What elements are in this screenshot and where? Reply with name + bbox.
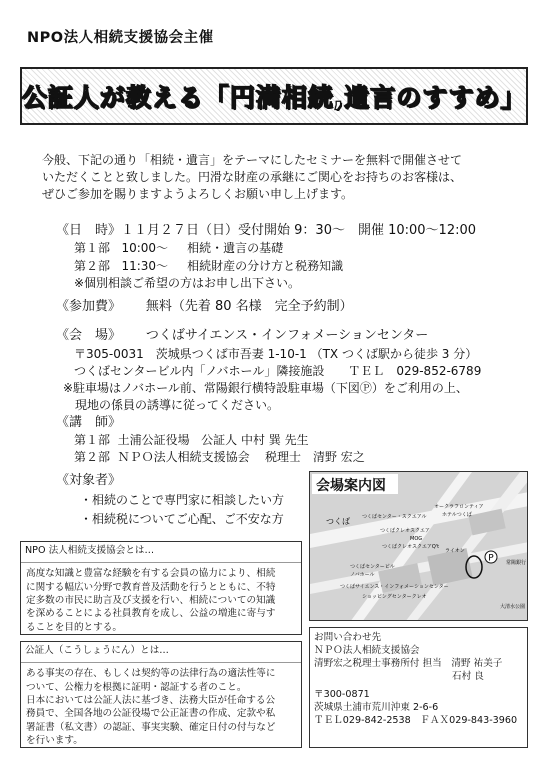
venue-building: つくばセンタービル内「ノバホール」隣接施設 ＴＥＬ 029-852-6789 bbox=[74, 364, 482, 378]
npo-box-line: ることを目的とする。 bbox=[26, 621, 122, 633]
map-label: つくば bbox=[326, 517, 350, 526]
venue-address: 〒305-0031 茨城県つくば市吾妻 1-10-1 （TX つくば駅から徒歩 3 分） bbox=[74, 347, 478, 361]
fee-value: 無料（先着 80 名様 完全予約制） bbox=[145, 299, 353, 314]
map-label: 常陽銀行 bbox=[506, 560, 527, 566]
part-topic: 相続・遺言の基礎 bbox=[187, 241, 284, 255]
lecturer-part: 第１部 bbox=[74, 433, 111, 447]
datetime-value: １１月２７日（日）受付開始 9：30～ 開催 10:00～12:00 bbox=[121, 223, 477, 238]
notary-box-line: 日本においては公証人法に基づき、法務大臣が任命する公 bbox=[26, 695, 276, 707]
fee-section bbox=[56, 298, 353, 315]
audience-label: 《対象者》 bbox=[56, 473, 122, 488]
map-label: オークラフロンティア bbox=[434, 504, 484, 510]
lecturer-row bbox=[74, 432, 309, 449]
npo-info-box bbox=[20, 541, 302, 635]
notary-info-box bbox=[20, 641, 302, 748]
map-label: つくばサイエンス・インフォメーションセンター bbox=[340, 584, 449, 590]
lecturer-org: 土浦公証役場 bbox=[117, 433, 190, 447]
contact-tel: ＴＥＬ029-842-2538 ＦＡＸ029-843-3960 bbox=[314, 715, 518, 726]
part-name: 第１部 bbox=[74, 241, 111, 255]
contact-box bbox=[309, 627, 528, 748]
contact-address: 茨城県土浦市荒川沖東 2-6-6 bbox=[314, 702, 439, 713]
contact-office: 清野宏之税理士事務所付 担当 清野 祐美子 bbox=[314, 658, 503, 669]
contact-zip: 〒300-0871 bbox=[314, 689, 370, 700]
intro-line: ぜひご参加を賜りますようよろしくお願い申し上げます。 bbox=[42, 187, 354, 201]
notary-box-line: を行います。 bbox=[26, 735, 83, 747]
map-label: ショッピングセンタークレオ bbox=[362, 594, 427, 600]
part-name: 第２部 bbox=[74, 259, 111, 273]
part-topic: 相続財産の分け方と税務知識 bbox=[187, 259, 344, 273]
audience-item: ・相続税についてご心配、ご不安な方 bbox=[80, 512, 284, 526]
notary-box-caption: 公証人（こうしょうにん）とは… bbox=[21, 642, 301, 663]
program-part bbox=[74, 258, 343, 275]
map-label: つくばクレオスクエアQ't bbox=[382, 544, 440, 550]
contact-org: ＮＰＯ法人相続支援協会 bbox=[314, 645, 420, 656]
map-label: 大清水公園 bbox=[500, 604, 526, 610]
notary-box-line: 署証書（私文書）の認証、事実実験、確定日付の付与など bbox=[26, 721, 276, 733]
lecturer-org: ＮＰＯ法人相続支援協会 bbox=[117, 450, 250, 464]
intro-line: いただくことと致しました。円滑な財産の承継にご関心をお持ちのお客様は、 bbox=[42, 170, 463, 184]
datetime-label: 《日 時》 bbox=[56, 223, 122, 238]
program-part bbox=[74, 240, 283, 257]
map-label: つくばクレオスクエア bbox=[380, 528, 430, 534]
venue-map-graphic bbox=[310, 472, 528, 621]
map-label: ノバホール bbox=[350, 572, 375, 578]
datetime-section bbox=[56, 222, 476, 239]
map-title: 会場案内図 bbox=[316, 478, 386, 494]
venue-section bbox=[56, 327, 428, 344]
map-label: MOG bbox=[410, 536, 423, 542]
lecturer-part: 第２部 bbox=[74, 450, 111, 464]
consultation-note: ※個別相談ご希望の方はお申し出下さい。 bbox=[74, 276, 301, 290]
npo-box-line: を深めることによる社員教育を成し、公益の増進に寄与す bbox=[26, 608, 276, 620]
lecturer-label: 《講 師》 bbox=[56, 415, 122, 430]
npo-box-line: 定多数の市民に助言及び支援を行い、相続についての知識 bbox=[26, 595, 276, 607]
notary-box-line: ある事実の存在、もしくは契約等の法律行為の適法性等に bbox=[26, 668, 276, 680]
intro-line: 今般、下記の通り「相続・遺言」をテーマにしたセミナーを無料で開催させて bbox=[42, 153, 463, 167]
part-time: 10:00～ bbox=[121, 241, 169, 255]
venue-label: 《会 場》 bbox=[56, 328, 122, 343]
lecturer-name: 公証人 中村 巽 先生 bbox=[201, 433, 309, 447]
parking-note: ※駐車場はノバホール前、常陽銀行横特設駐車場（下図Ⓟ）をご利用の上、 bbox=[63, 381, 468, 395]
parking-label: P bbox=[488, 553, 494, 564]
part-time: 11:30～ bbox=[121, 259, 169, 273]
npo-box-line: 高度な知識と豊富な経験を有する会員の協力により、相続 bbox=[26, 568, 276, 580]
venue-name: つくばサイエンス・インフォメーションセンター bbox=[145, 328, 429, 343]
map-label: ライオン bbox=[445, 548, 465, 554]
map-label: ホテルつくば bbox=[442, 512, 472, 518]
npo-box-line: に関する幅広い分野で教育普及活動を行うとともに、不特 bbox=[26, 581, 276, 593]
contact-staff: 石村 良 bbox=[452, 671, 484, 682]
notary-box-line: ついて、公権力を根拠に証明・認証する者のこと。 bbox=[26, 681, 247, 693]
event-title-banner bbox=[20, 67, 528, 125]
map-label: つくばセンター・スクエアル bbox=[362, 514, 427, 520]
lecturer-row bbox=[74, 449, 365, 466]
lecturer-name: 税理士 清野 宏之 bbox=[264, 450, 365, 464]
organizer-header: NPO法人相続支援協会主催 bbox=[27, 30, 214, 46]
intro-paragraph bbox=[42, 152, 512, 203]
contact-title: お問い合わせ先 bbox=[314, 632, 382, 643]
audience-item: ・相続のことで専門家に相談したい方 bbox=[80, 493, 285, 507]
parking-note-2: 現地の係員の誘導に従ってください。 bbox=[75, 398, 280, 412]
venue-map bbox=[309, 471, 528, 621]
notary-box-line: 務員で、全国各地の公証役場で公正証書の作成、定款や私 bbox=[26, 708, 276, 720]
event-title: 公証人が教える「円満相続,遺言のすすめ」 bbox=[21, 83, 527, 112]
map-label: つくばセンタービル bbox=[350, 564, 395, 570]
npo-box-caption: NPO 法人相続支援協会とは… bbox=[21, 542, 301, 563]
fee-label: 《参加費》 bbox=[56, 299, 122, 314]
